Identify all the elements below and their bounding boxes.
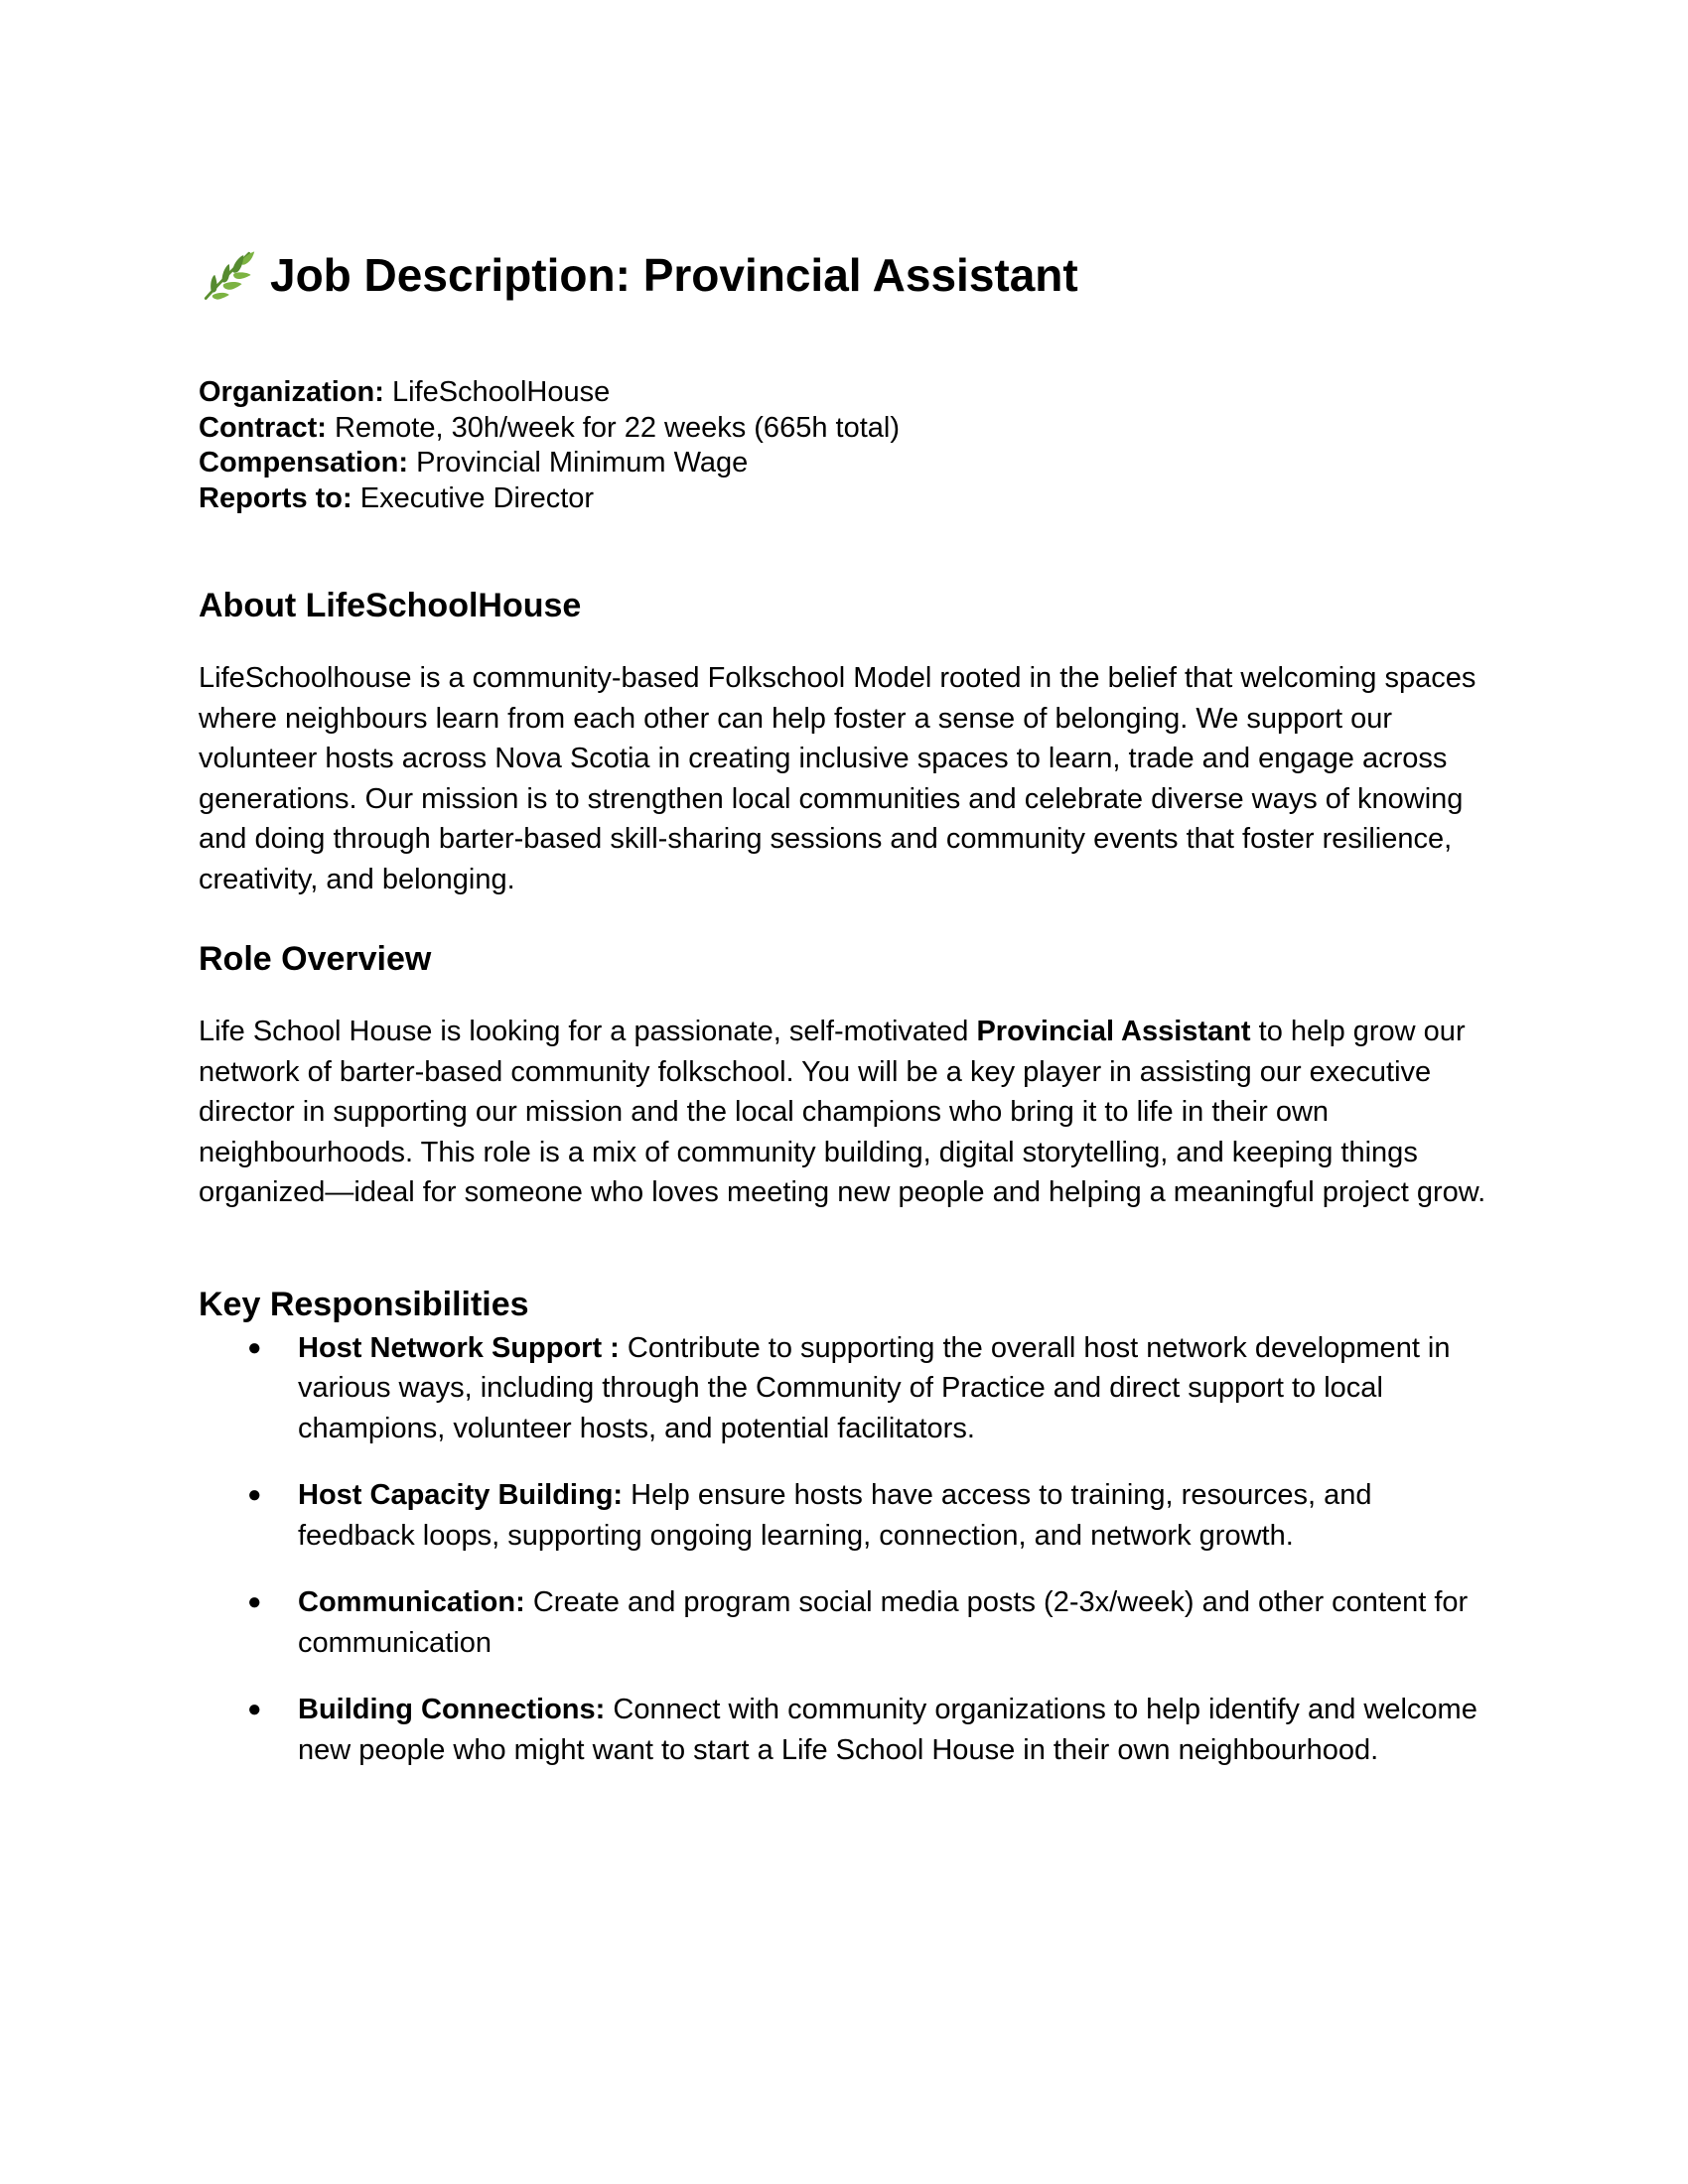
list-item xyxy=(199,1690,1489,1770)
meta-value: Executive Director xyxy=(359,481,595,514)
about-heading: About LifeSchoolHouse xyxy=(199,587,582,624)
item-text: Contribute to supporting the overall host network development in various ways, including through the Community of Practice and direct support to local champions, volunteer hosts, and potential facilitators. xyxy=(298,1331,1451,1444)
role-overview-paragraph xyxy=(199,1012,1489,1213)
document-page xyxy=(199,238,1489,1797)
meta-value: LifeSchoolHouse xyxy=(391,376,611,408)
meta-reports-to xyxy=(199,481,1489,517)
item-text: Help ensure hosts have access to training, resources, and feedback loops, supporting ongoing learning, connection, and network growth. xyxy=(298,1479,1372,1552)
meta-value: Provincial Minimum Wage xyxy=(416,447,749,478)
bullet: ● xyxy=(247,1696,262,1722)
page-title xyxy=(199,238,1489,312)
about-paragraph: LifeSchoolhouse is a community-based Folkschool Model rooted in the belief that welcoming spaces where neighbours learn from each other can help foster a sense of belonging. We support our volunteer hosts across Nova Scotia in creating inclusive spaces to learn, trade and engage across generations. Our mission is to strengthen local communities and celebrate diverse ways of knowing and doing through barter-based skill-sharing sessions and community events that foster resilience, creativity, and belonging. xyxy=(199,662,1477,895)
page-title-text: Job Description: Provincial Assistant xyxy=(270,249,1078,301)
item-label: Host Capacity Building: xyxy=(298,1479,624,1511)
bullet: ● xyxy=(247,1588,262,1615)
item-text: Connect with community organizations to help identify and welcome new people who might want to start a Life School House in their own neighbourhood. xyxy=(298,1694,1477,1766)
list-item xyxy=(199,1582,1489,1663)
role-text-before: Life School House is looking for a passionate, self-motivated xyxy=(199,1016,969,1047)
role-overview-heading: Role Overview xyxy=(199,940,432,978)
role-text-after: to help grow our network of barter-based community folkschool. You will be a key player in assisting our executive director in supporting our mission and the local champions who bring it to life in their own neighbourhoods. This role is a mix of community building, digital storytelling, and keeping things organized—ideal for someone who loves meeting new people and helping a meaningful project grow. xyxy=(199,1016,1486,1208)
meta-contract xyxy=(199,411,1489,447)
item-label: Building Connections: xyxy=(298,1694,606,1725)
item-label: Communication: xyxy=(298,1586,525,1618)
meta-label: Reports to: xyxy=(199,481,352,514)
meta-label: Contract: xyxy=(199,411,327,444)
meta-organization xyxy=(199,375,1489,411)
item-label: Host Network Support : xyxy=(298,1331,620,1364)
leaf-icon xyxy=(199,246,256,304)
bullet: ● xyxy=(247,1481,262,1508)
meta-value: Remote, 30h/week for 22 weeks (665h total) xyxy=(334,411,900,444)
meta-label: Compensation: xyxy=(199,447,409,478)
bullet: ● xyxy=(247,1333,262,1361)
job-meta xyxy=(199,375,1489,516)
list-item xyxy=(199,1475,1489,1556)
responsibilities-list xyxy=(199,1328,1489,1771)
meta-label: Organization: xyxy=(199,376,384,408)
list-item xyxy=(199,1328,1489,1449)
key-responsibilities-heading: Key Responsibilities xyxy=(199,1285,529,1323)
meta-compensation xyxy=(199,446,1489,481)
role-title-emphasis: Provincial Assistant xyxy=(976,1016,1251,1047)
item-text: Create and program social media posts (2-3x/week) and other content for communication xyxy=(298,1586,1469,1659)
